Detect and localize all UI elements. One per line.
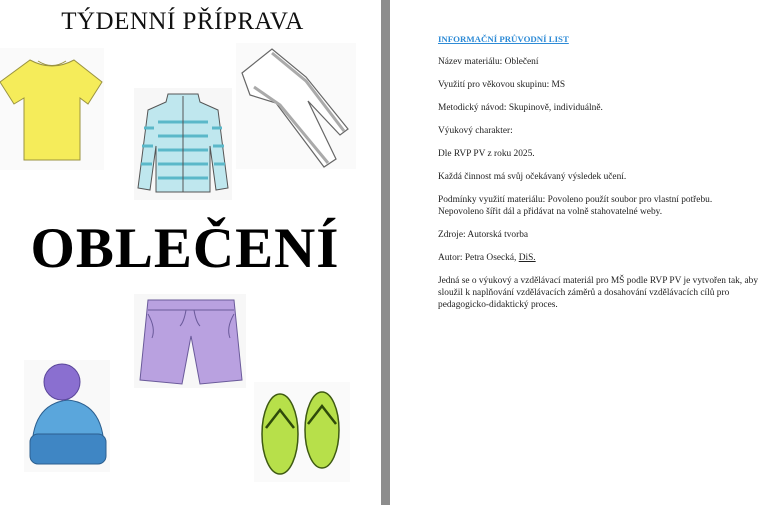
cover-title: TÝDENNÍ PŘÍPRAVA [61, 8, 304, 35]
rvp-note: Dle RVP PV z roku 2025. [438, 149, 535, 159]
info-sheet [438, 33, 760, 322]
conditions [438, 194, 760, 218]
jacket-illustration [134, 88, 232, 200]
source: Zdroje: Autorská tvorba [438, 230, 529, 240]
character: Výukový charakter: [438, 126, 513, 136]
author-prefix: Autor: Petra Osecká, [438, 253, 519, 263]
author-title: DiS. [518, 253, 536, 263]
conditions-line-1: Podmínky využití materiálu: Povoleno použít soubor pro vlastní potřebu. [438, 195, 713, 205]
shorts-illustration [134, 294, 246, 388]
page-divider [381, 0, 390, 505]
winter-hat-illustration [24, 360, 110, 472]
tshirt-illustration [0, 48, 104, 170]
flip-flops-illustration [254, 382, 350, 482]
trousers-illustration [236, 43, 356, 169]
cover-word: OBLEČENÍ [30, 217, 340, 280]
target-group: Využití pro věkovou skupinu: MS [438, 80, 566, 90]
info-page [390, 0, 768, 505]
author [438, 252, 760, 264]
outcome-note: Každá činnost má svůj očekávaný výsledek učení. [438, 172, 627, 182]
method: Metodický návod: Skupinově, individuálně. [438, 103, 603, 113]
material-name: Název materiálu: Oblečení [438, 57, 539, 67]
cover-page [0, 0, 381, 505]
conditions-line-2: Nepovoleno šířit dál a přidávat na volně stahovatelné weby. [438, 207, 663, 217]
info-heading: INFORMAČNÍ PRŮVODNÍ LIST [438, 34, 569, 44]
description: Jedná se o výukový a vzdělávací materiál pro MŠ podle RVP PV je vytvořen tak, aby sloužil k naplňování vzdělávacích záměrů a dosahování vzdělávacích cílů pro pedagogicko-didaktický proces. [438, 276, 759, 310]
